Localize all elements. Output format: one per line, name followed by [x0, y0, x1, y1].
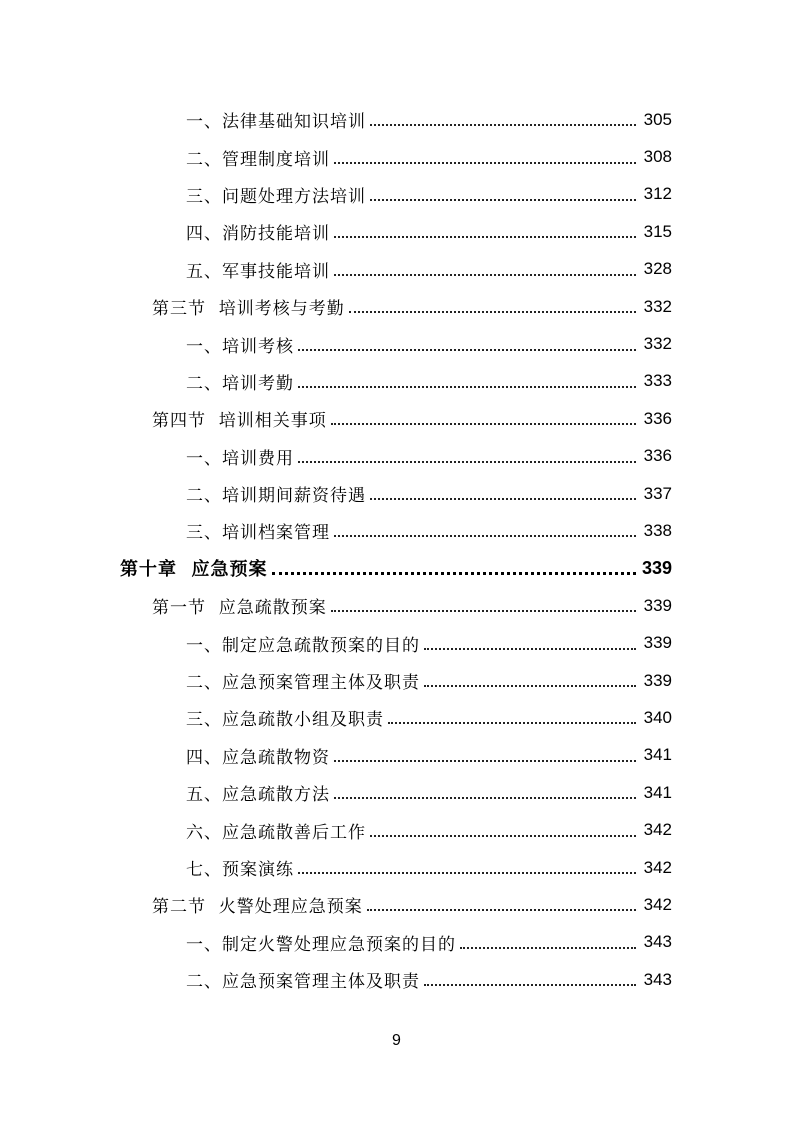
toc-dot-leader [298, 348, 636, 351]
toc-dot-leader [388, 721, 636, 724]
toc-entry[interactable] [0, 213, 672, 250]
toc-dot-leader [334, 796, 636, 799]
toc-entry-label: 一、培训考核 [186, 336, 294, 357]
toc-dot-leader [334, 759, 636, 762]
toc-dot-leader [367, 908, 636, 911]
toc-dot-leader [424, 684, 636, 687]
toc-entry-page: 339 [641, 557, 672, 578]
toc-entry-page: 342 [643, 857, 672, 877]
toc-entry[interactable] [0, 662, 672, 699]
toc-entry-page: 336 [643, 408, 672, 428]
toc-entry[interactable] [0, 325, 672, 362]
toc-entry-page: 341 [643, 782, 672, 802]
toc-entry-page: 339 [643, 633, 672, 653]
toc-dot-leader [331, 609, 636, 612]
toc-entry[interactable] [0, 176, 672, 213]
toc-dot-leader [334, 235, 636, 238]
toc-entry[interactable] [0, 438, 672, 475]
toc-entry[interactable] [0, 288, 672, 325]
toc-entry-label: 四、应急疏散物资 [186, 747, 330, 768]
toc-entry-page: 342 [643, 820, 672, 840]
toc-entry[interactable] [0, 138, 672, 175]
toc-entry-page: 333 [643, 371, 672, 391]
toc-entry-page: 337 [643, 483, 672, 503]
toc-entry-label: 三、应急疏散小组及职责 [186, 710, 384, 731]
toc-entry-label: 二、应急预案管理主体及职责 [186, 972, 420, 993]
toc-entry[interactable] [0, 774, 672, 811]
toc-entry-label: 第十章 应急预案 [120, 559, 268, 581]
toc-entry-label: 二、培训期间薪资待遇 [186, 486, 366, 507]
toc-entry-page: 343 [643, 932, 672, 952]
toc-dot-leader [460, 946, 636, 949]
toc-entry-label: 二、培训考勤 [186, 373, 294, 394]
toc-entry-page: 332 [643, 296, 672, 316]
toc-entry[interactable] [0, 550, 672, 587]
toc-entry-page: 312 [643, 184, 672, 204]
toc-dot-leader [334, 273, 636, 276]
toc-entry-page: 315 [643, 221, 672, 241]
toc-entry-label: 第一节 应急疏散预案 [152, 598, 327, 619]
toc-entry-label: 二、应急预案管理主体及职责 [186, 673, 420, 694]
toc-dot-leader [334, 161, 636, 164]
toc-entry-label: 六、应急疏散善后工作 [186, 822, 366, 843]
toc-entry-page: 308 [643, 147, 672, 167]
toc-dot-leader [370, 834, 636, 837]
toc-entry-label: 一、制定应急疏散预案的目的 [186, 635, 420, 656]
toc-dot-leader [370, 123, 636, 126]
toc-entry[interactable] [0, 624, 672, 661]
toc-dot-leader [298, 460, 636, 463]
toc-dot-leader [424, 983, 636, 986]
toc-entry[interactable] [0, 400, 672, 437]
toc-entry[interactable] [0, 849, 672, 886]
toc-dot-leader [331, 422, 636, 425]
toc-entry[interactable] [0, 737, 672, 774]
toc-entry[interactable] [0, 363, 672, 400]
toc-dot-leader [334, 534, 636, 537]
toc-entry[interactable] [0, 886, 672, 923]
toc-entry-page: 341 [643, 745, 672, 765]
toc-entry[interactable] [0, 587, 672, 624]
toc-dot-leader [370, 198, 636, 201]
toc-entry-label: 第三节 培训考核与考勤 [152, 299, 345, 320]
toc-entry-page: 339 [643, 595, 672, 615]
toc-entry-page: 338 [643, 520, 672, 540]
toc-entry[interactable] [0, 475, 672, 512]
page-number: 9 [392, 1032, 401, 1049]
toc-list [0, 101, 672, 998]
toc-entry-label: 五、应急疏散方法 [186, 785, 330, 806]
toc-entry[interactable] [0, 251, 672, 288]
toc-entry-page: 332 [643, 334, 672, 354]
toc-entry-label: 五、军事技能培训 [186, 261, 330, 282]
toc-entry-label: 一、法律基础知识培训 [186, 112, 366, 133]
toc-entry-label: 四、消防技能培训 [186, 224, 330, 245]
toc-entry-label: 第四节 培训相关事项 [152, 411, 327, 432]
toc-entry[interactable] [0, 101, 672, 138]
toc-entry-page: 328 [643, 259, 672, 279]
toc-entry[interactable] [0, 924, 672, 961]
toc-entry-page: 305 [643, 109, 672, 129]
toc-entry-label: 一、培训费用 [186, 448, 294, 469]
toc-entry-page: 339 [643, 670, 672, 690]
toc-entry-page: 343 [643, 969, 672, 989]
toc-entry-label: 七、预案演练 [186, 860, 294, 880]
toc-entry[interactable] [0, 961, 672, 998]
toc-entry-label: 二、管理制度培训 [186, 149, 330, 170]
toc-dot-leader [424, 647, 636, 650]
toc-entry-label: 三、培训档案管理 [186, 523, 330, 544]
toc-entry-label: 一、制定火警处理应急预案的目的 [186, 934, 456, 955]
toc-dot-leader [349, 310, 636, 313]
toc-entry[interactable] [0, 699, 672, 736]
toc-dot-leader [272, 571, 636, 575]
toc-dot-leader [298, 871, 636, 874]
toc-dot-leader [298, 385, 636, 388]
toc-dot-leader [370, 497, 636, 500]
toc-entry-label: 三、问题处理方法培训 [186, 186, 366, 207]
toc-entry-label: 第二节 火警处理应急预案 [152, 897, 363, 918]
toc-entry-page: 340 [643, 707, 672, 727]
toc-entry[interactable] [0, 811, 672, 848]
toc-entry-page: 336 [643, 446, 672, 466]
toc-entry-page: 342 [643, 894, 672, 914]
toc-entry[interactable] [0, 512, 672, 549]
